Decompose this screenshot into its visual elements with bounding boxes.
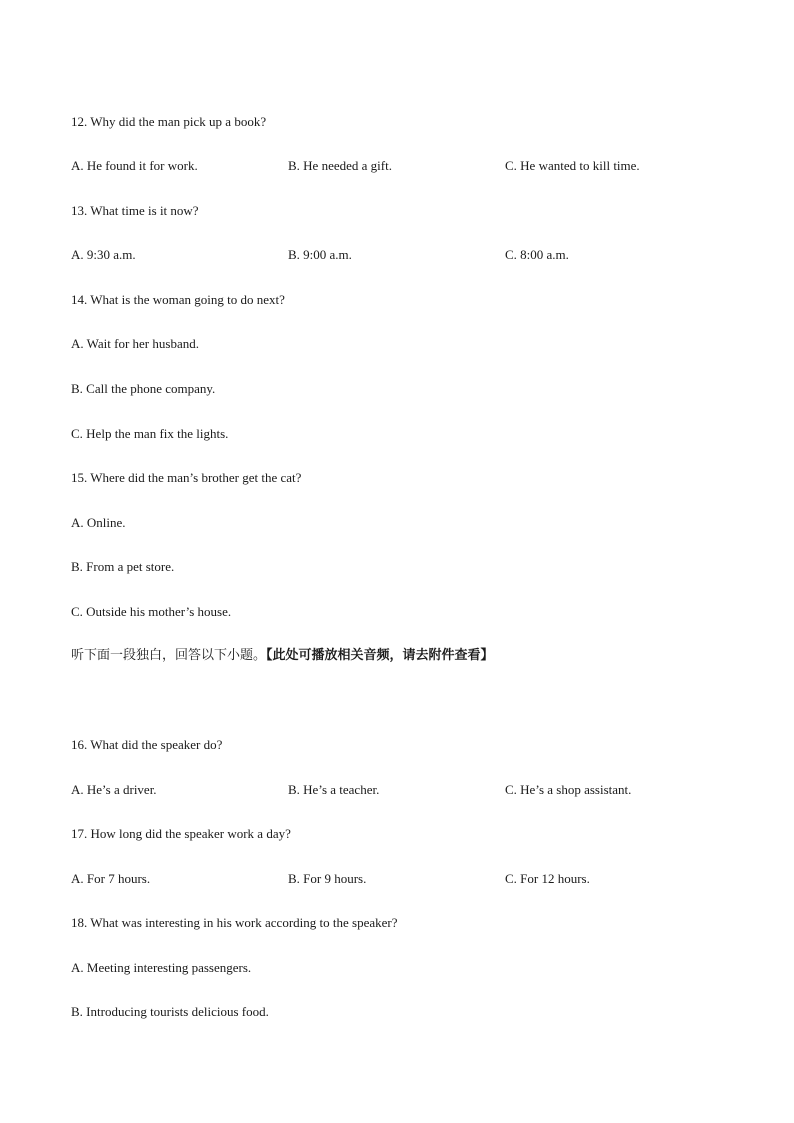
question-16-option-c: C. He’s a shop assistant. bbox=[505, 782, 632, 797]
listening-instruction bbox=[71, 648, 494, 664]
instruction-text: 听下面一段独白，回答以下小题。 bbox=[71, 648, 267, 663]
question-12-prompt: 12. Why did the man pick up a book? bbox=[71, 114, 267, 129]
question-15-option-b: B. From a pet store. bbox=[71, 559, 175, 574]
question-12-option-b: B. He needed a gift. bbox=[288, 158, 392, 173]
question-16-prompt: 16. What did the speaker do? bbox=[71, 737, 223, 752]
question-15-option-c: C. Outside his mother’s house. bbox=[71, 604, 232, 619]
question-13-option-a: A. 9:30 a.m. bbox=[71, 247, 136, 262]
question-17-prompt: 17. How long did the speaker work a day? bbox=[71, 826, 291, 841]
question-13-option-b: B. 9:00 a.m. bbox=[288, 247, 352, 262]
question-15-option-a: A. Online. bbox=[71, 515, 126, 530]
question-14-prompt: 14. What is the woman going to do next? bbox=[71, 292, 285, 307]
question-12-option-a: A. He found it for work. bbox=[71, 158, 198, 173]
question-18-option-a: A. Meeting interesting passengers. bbox=[71, 960, 252, 975]
question-14-option-b: B. Call the phone company. bbox=[71, 381, 216, 396]
question-14-option-c: C. Help the man fix the lights. bbox=[71, 426, 229, 441]
question-12-option-c: C. He wanted to kill time. bbox=[505, 158, 640, 173]
audio-note: 【此处可播放相关音频，请去附件查看】 bbox=[266, 648, 494, 663]
question-16-option-a: A. He’s a driver. bbox=[71, 782, 157, 797]
question-13-prompt: 13. What time is it now? bbox=[71, 203, 199, 218]
question-17-option-c: C. For 12 hours. bbox=[505, 871, 590, 886]
question-17-option-a: A. For 7 hours. bbox=[71, 871, 151, 886]
question-16-option-b: B. He’s a teacher. bbox=[288, 782, 380, 797]
question-18-option-b: B. Introducing tourists delicious food. bbox=[71, 1004, 269, 1019]
question-14-option-a: A. Wait for her husband. bbox=[71, 336, 199, 351]
question-17-option-b: B. For 9 hours. bbox=[288, 871, 367, 886]
question-18-prompt: 18. What was interesting in his work according to the speaker? bbox=[71, 915, 398, 930]
question-13-option-c: C. 8:00 a.m. bbox=[505, 247, 569, 262]
question-15-prompt: 15. Where did the man’s brother get the cat? bbox=[71, 470, 302, 485]
